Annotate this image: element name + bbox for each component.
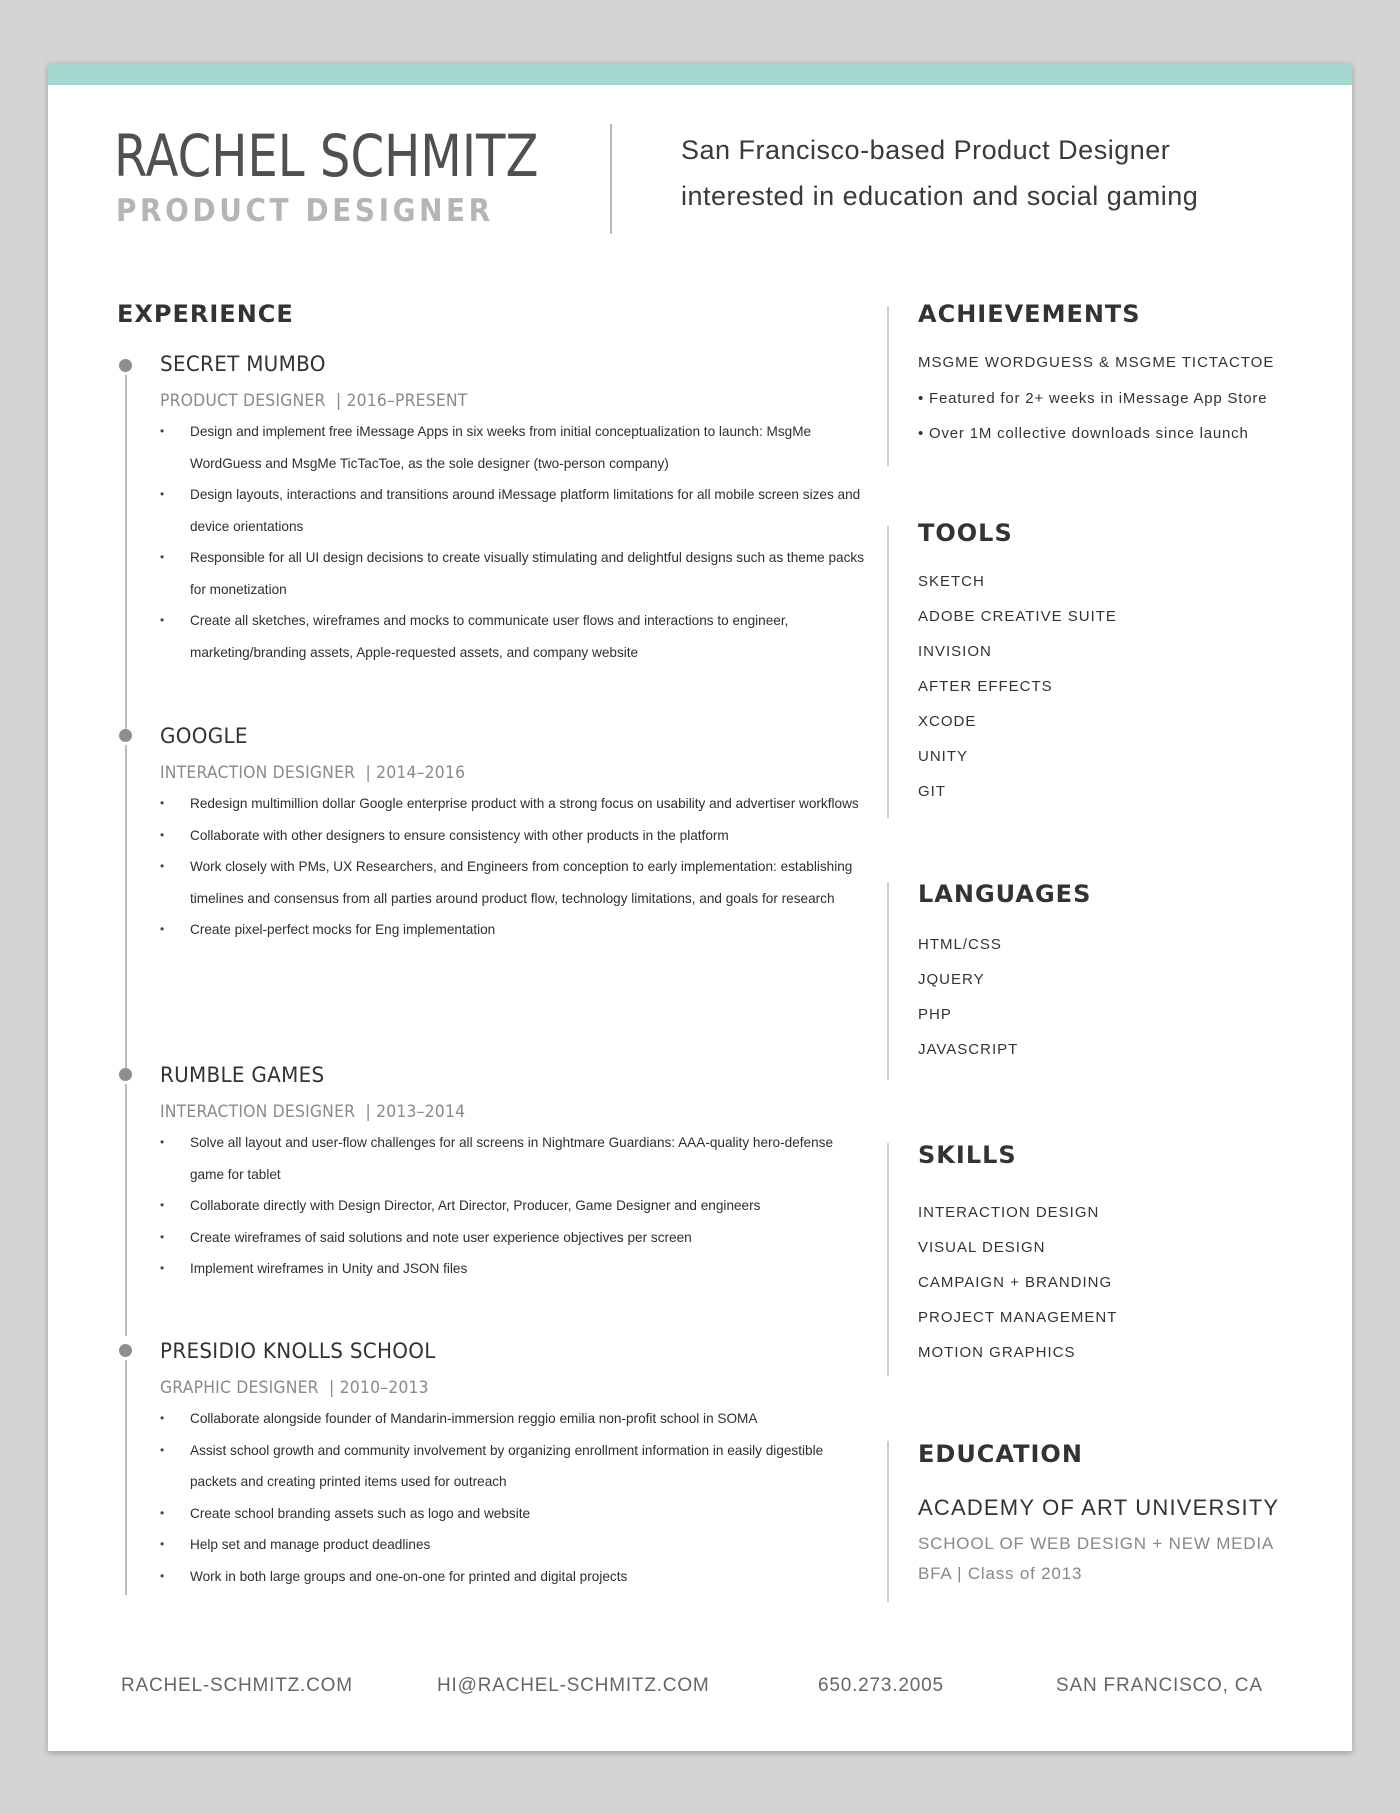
job-bullet: • Collaborate with other designers to ensure consistency with other products in the platform <box>160 827 729 843</box>
footer-phone: 650.273.2005 <box>818 1675 944 1696</box>
job-bullet: • Design layouts, interactions and transitions around iMessage platform limitations for all mobile screen sizes and device orientations <box>160 487 861 534</box>
education-school: ACADEMY OF ART UNIVERSITY <box>918 1495 1280 1520</box>
skill-item: INTERACTION DESIGN <box>918 1204 1100 1221</box>
job-bullet: • Help set and manage product deadlines <box>160 1537 431 1552</box>
skill-item: CAMPAIGN + BRANDING <box>918 1274 1113 1291</box>
header-divider <box>610 124 612 234</box>
education-degree: BFA | Class of 2013 <box>918 1564 1083 1583</box>
skill-item: VISUAL DESIGN <box>918 1239 1046 1256</box>
job-role-line: INTERACTION DESIGNER | 2014–2016 <box>160 763 466 783</box>
job-company: RUMBLE GAMES <box>160 1063 325 1087</box>
language-item: JQUERY <box>918 971 985 988</box>
job-dates: 2014–2016 <box>376 763 466 783</box>
job-dates: 2013–2014 <box>376 1102 466 1122</box>
candidate-name: RACHEL SCHMITZ <box>114 122 539 190</box>
job-bullet: • Create all sketches, wireframes and mocks to communicate user flows and interactions to engineer, marketing/branding assets, Apple-requested assets, and company website <box>160 613 789 660</box>
job-role: INTERACTION DESIGNER <box>160 763 356 783</box>
job-bullet: • Work in both large groups and one-on-one for printed and digital projects <box>160 1568 628 1584</box>
section-rule <box>887 1143 889 1376</box>
tool-item: SKETCH <box>918 573 985 590</box>
achievement-item: MSGME WORDGUESS & MSGME TICTACTOE <box>918 354 1275 371</box>
job-role-line: PRODUCT DESIGNER | 2016–PRESENT <box>160 391 468 411</box>
footer-location: SAN FRANCISCO, CA <box>1056 1675 1263 1696</box>
job-role: INTERACTION DESIGNER <box>160 1102 356 1122</box>
section-rule <box>887 306 889 466</box>
language-item: PHP <box>918 1006 952 1023</box>
timeline-line <box>125 1360 127 1595</box>
experience-heading: EXPERIENCE <box>117 300 294 328</box>
achievements-heading: ACHIEVEMENTS <box>918 300 1141 328</box>
tagline-line-1: San Francisco-based Product Designer <box>681 135 1171 165</box>
achievement-item: • Featured for 2+ weeks in iMessage App Store <box>918 390 1268 407</box>
language-item: JAVASCRIPT <box>918 1041 1019 1058</box>
timeline-line <box>125 1084 127 1336</box>
job-dates: 2010–2013 <box>339 1378 429 1398</box>
languages-list <box>918 936 1018 1076</box>
tools-list <box>918 573 1117 818</box>
skills-heading: SKILLS <box>918 1141 1017 1169</box>
job-bullets <box>160 788 870 946</box>
tool-item: UNITY <box>918 748 968 765</box>
tagline-line-2: interested in education and social gaming <box>681 181 1199 211</box>
job-bullet: • Work closely with PMs, UX Researchers, and Engineers from conception to early implementation: establishing timelines and consensus from all parties around product flow, technology limitations, and goals for research <box>160 859 853 906</box>
job-bullets <box>160 1127 870 1285</box>
job-role-line: INTERACTION DESIGNER | 2013–2014 <box>160 1102 466 1122</box>
timeline-dot <box>119 729 132 742</box>
job-bullet: • Create wireframes of said solutions and note user experience objectives per screen <box>160 1229 692 1245</box>
job-bullet: • Create pixel-perfect mocks for Eng implementation <box>160 922 496 937</box>
job-role-line: GRAPHIC DESIGNER | 2010–2013 <box>160 1378 429 1398</box>
skill-item: PROJECT MANAGEMENT <box>918 1309 1118 1326</box>
timeline-line <box>125 375 127 730</box>
job-bullets <box>160 416 870 668</box>
skill-item: MOTION GRAPHICS <box>918 1344 1076 1361</box>
job-company: SECRET MUMBO <box>160 352 326 376</box>
job-bullet: • Assist school growth and community involvement by organizing enrollment information in easily digestible packets and creating printed items used for outreach <box>160 1442 824 1489</box>
section-rule <box>887 882 889 1080</box>
job-bullet: • Collaborate alongside founder of Mandarin-immersion reggio emilia non-profit school in SOMA <box>160 1411 758 1426</box>
job-bullet: • Implement wireframes in Unity and JSON files <box>160 1261 468 1276</box>
candidate-title: PRODUCT DESIGNER <box>116 193 494 229</box>
tagline <box>681 127 1321 219</box>
section-rule <box>887 1441 889 1602</box>
tool-item: GIT <box>918 783 946 800</box>
languages-heading: LANGUAGES <box>918 880 1092 908</box>
job-bullet: • Collaborate directly with Design Director, Art Director, Producer, Game Designer and engineers <box>160 1198 761 1213</box>
tool-item: INVISION <box>918 643 992 660</box>
achievement-item: • Over 1M collective downloads since launch <box>918 425 1249 442</box>
timeline-dot <box>119 359 132 372</box>
job-bullet: • Design and implement free iMessage Apps in six weeks from initial conceptualization to launch: MsgMe WordGuess and MsgMe TicTacToe, as the sole designer (two-person company) <box>160 424 812 471</box>
job-bullet: • Redesign multimillion dollar Google enterprise product with a strong focus on usability and advertiser workflows <box>160 796 859 811</box>
job-role: PRODUCT DESIGNER <box>160 391 326 411</box>
resume-page <box>48 63 1352 1751</box>
job-bullet: • Solve all layout and user-flow challenges for all screens in Nightmare Guardians: AAA-quality hero-defense game for tablet <box>160 1135 834 1182</box>
footer-email[interactable]: HI@RACHEL-SCHMITZ.COM <box>437 1675 710 1696</box>
education-heading: EDUCATION <box>918 1440 1083 1468</box>
education-program: SCHOOL OF WEB DESIGN + NEW MEDIA <box>918 1534 1275 1553</box>
tool-item: AFTER EFFECTS <box>918 678 1053 695</box>
timeline-dot <box>119 1068 132 1081</box>
language-item: HTML/CSS <box>918 936 1002 953</box>
job-company: GOOGLE <box>160 724 248 748</box>
tool-item: XCODE <box>918 713 977 730</box>
skills-list <box>918 1204 1117 1379</box>
job-company: PRESIDIO KNOLLS SCHOOL <box>160 1339 436 1363</box>
job-bullet: • Responsible for all UI design decisions to create visually stimulating and delightful designs such as theme packs for monetization <box>160 550 865 597</box>
job-dates: 2016–PRESENT <box>346 391 468 411</box>
footer-website[interactable]: RACHEL-SCHMITZ.COM <box>121 1675 353 1696</box>
job-role: GRAPHIC DESIGNER <box>160 1378 319 1398</box>
tools-heading: TOOLS <box>918 519 1013 547</box>
tool-item: ADOBE CREATIVE SUITE <box>918 608 1117 625</box>
accent-bar <box>48 63 1352 85</box>
job-bullets <box>160 1403 870 1592</box>
timeline-dot <box>119 1344 132 1357</box>
job-bullet: • Create school branding assets such as logo and website <box>160 1505 531 1521</box>
timeline-line <box>125 745 127 1075</box>
section-rule <box>887 526 889 818</box>
